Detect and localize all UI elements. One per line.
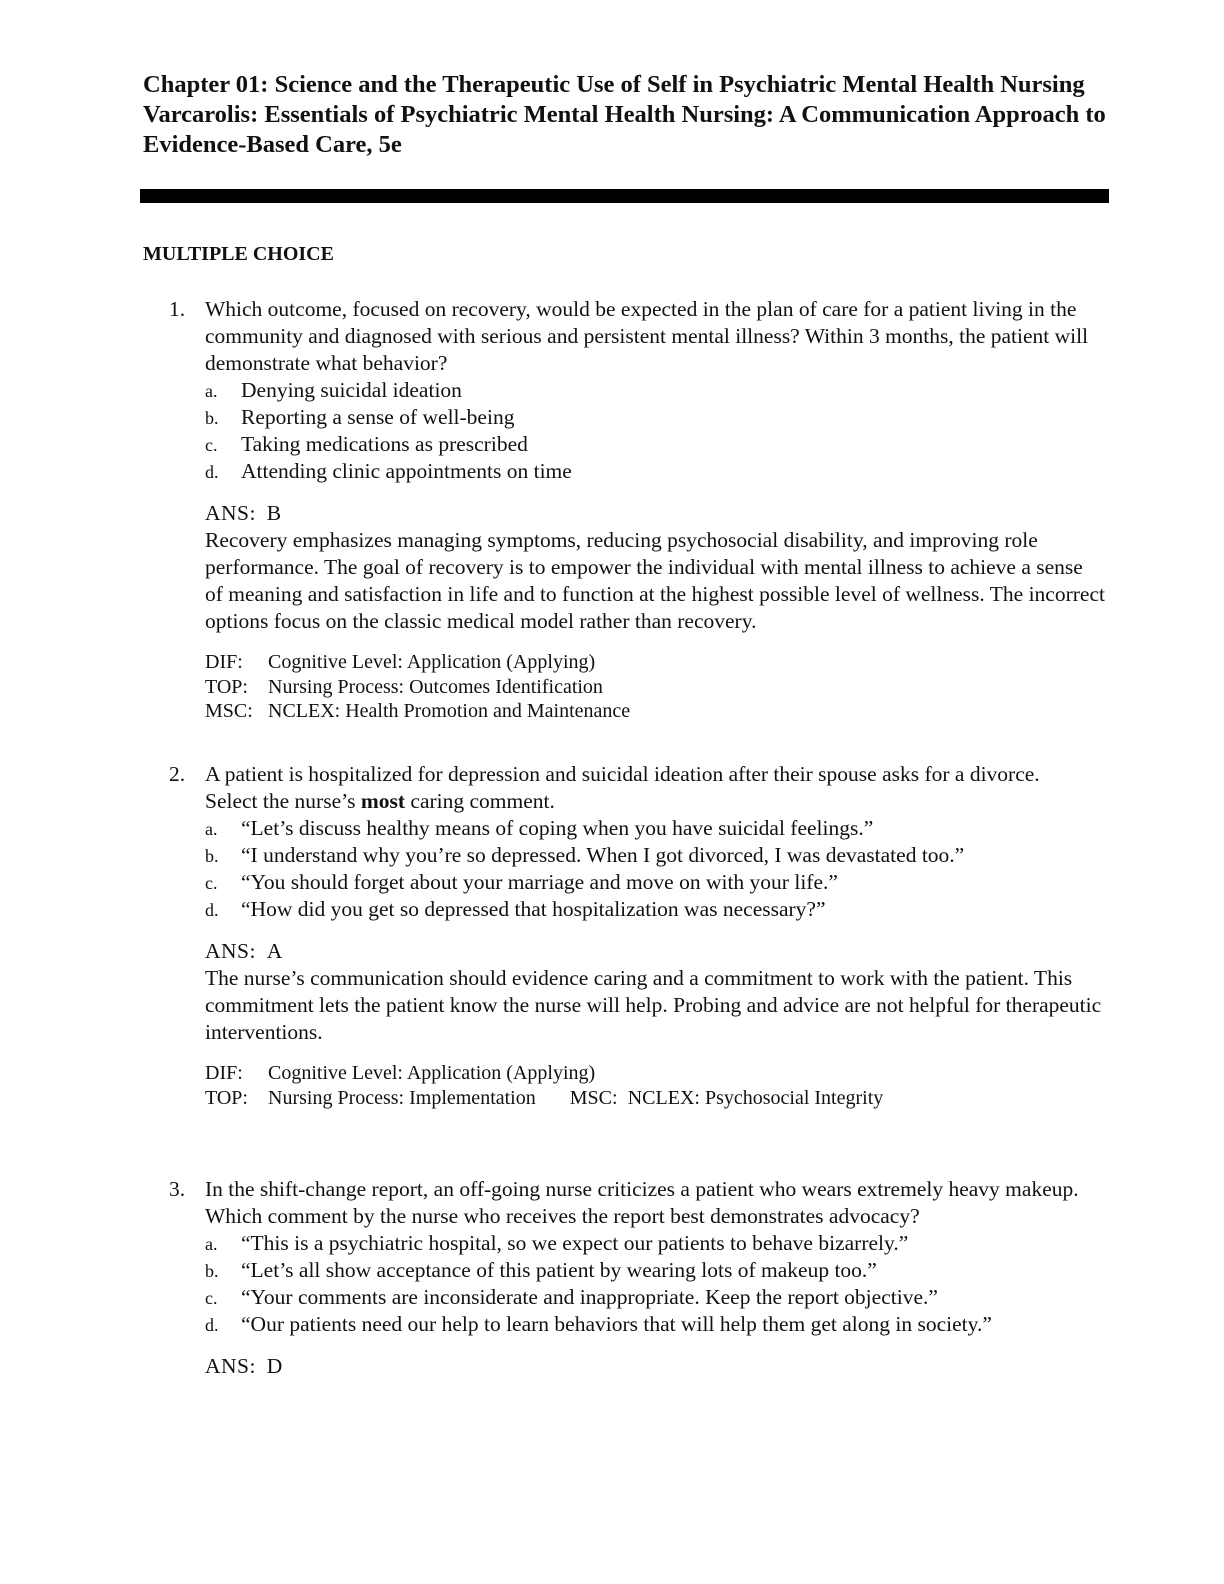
- option-list: [205, 815, 995, 923]
- option-text: “You should forget about your marriage and move on with your life.”: [241, 870, 838, 894]
- option-c: [205, 431, 1109, 458]
- msc-key: MSC:: [569, 1086, 618, 1109]
- option-text: “Our patients need our help to learn behaviors that will help them get along in society.”: [241, 1312, 992, 1336]
- option-text: “I understand why you’re so depressed. When I got divorced, I was devastated too.”: [241, 843, 965, 867]
- rationale: Recovery emphasizes managing symptoms, reducing psychosocial disability, and improving role performance. The goal of recovery is to empower the individual with mental illness to achieve a sense of meaning and satisfaction in life and to function at the highest possible level of wellness. The incorrect options focus on the classic medical model rather than recovery.: [205, 528, 1105, 633]
- option-c: [205, 869, 995, 896]
- header-rule: [140, 189, 1109, 203]
- document-header: [143, 70, 1109, 160]
- chapter-title: Chapter 01: Science and the Therapeutic Use of Self in Psychiatric Mental Health Nursing: [143, 71, 1085, 98]
- msc-value: NCLEX: Psychosocial Integrity: [627, 1086, 884, 1109]
- answer-line: [205, 1353, 1109, 1380]
- option-b: [205, 404, 1109, 431]
- option-text: “How did you get so depressed that hospitalization was necessary?”: [241, 897, 826, 921]
- option-letter: d.: [205, 900, 219, 920]
- msc-value: NCLEX: Health Promotion and Maintenance: [268, 700, 631, 722]
- metadata-msc: [205, 699, 1109, 724]
- option-c: [205, 1284, 995, 1311]
- question-number: 3.: [169, 1177, 186, 1201]
- option-text: Denying suicidal ideation: [241, 378, 462, 402]
- option-a: [205, 1230, 995, 1257]
- question-stem: Which outcome, focused on recovery, would be expected in the plan of care for a patient living in the community and diagnosed with serious and persistent mental illness? Within 3 months, the patient will demonstrate what behavior?: [205, 297, 1089, 375]
- metadata-difficulty: [205, 650, 1109, 675]
- answer-value: A: [266, 939, 283, 963]
- option-letter: a.: [205, 381, 218, 401]
- option-letter: c.: [205, 1288, 218, 1308]
- option-letter: a.: [205, 1234, 218, 1254]
- option-d: [205, 896, 995, 923]
- msc-key: MSC:: [205, 700, 253, 722]
- dif-key: DIF:: [205, 1062, 243, 1084]
- question-number: 2.: [169, 762, 186, 786]
- option-letter: a.: [205, 819, 218, 839]
- option-text: “Your comments are inconsiderate and inappropriate. Keep the report objective.”: [241, 1285, 938, 1309]
- option-d: [205, 1311, 995, 1338]
- option-letter: d.: [205, 1315, 219, 1335]
- dif-key: DIF:: [205, 651, 243, 673]
- option-d: [205, 458, 1109, 485]
- answer-value: D: [266, 1354, 283, 1378]
- answer-label: ANS:: [205, 1354, 256, 1378]
- option-letter: d.: [205, 462, 219, 482]
- stem-text: A patient is hospitalized for depression and suicidal ideation after their spouse asks for a divorce. Select the nurse’s: [205, 762, 1040, 813]
- option-text: Attending clinic appointments on time: [241, 459, 572, 483]
- answer-label: ANS:: [205, 501, 256, 525]
- dif-value: Cognitive Level: Application (Applying): [268, 651, 596, 673]
- option-letter: c.: [205, 435, 218, 455]
- option-text: “Let’s all show acceptance of this patient by wearing lots of makeup too.”: [241, 1258, 877, 1282]
- dif-value: Cognitive Level: Application (Applying): [268, 1062, 596, 1084]
- question-metadata: [205, 650, 1109, 724]
- stem-emphasis: most: [360, 789, 406, 813]
- section-title: MULTIPLE CHOICE: [143, 243, 334, 265]
- stem-text-end: caring comment.: [405, 789, 555, 813]
- answer-line: [205, 938, 1109, 965]
- question-number: 1.: [169, 297, 186, 321]
- option-b: [205, 1257, 995, 1284]
- option-text: Reporting a sense of well-being: [241, 405, 515, 429]
- option-letter: b.: [205, 1261, 219, 1281]
- option-letter: b.: [205, 846, 219, 866]
- metadata-topic-msc: [205, 1086, 1109, 1111]
- option-a: [205, 815, 995, 842]
- top-key: TOP:: [205, 1086, 248, 1109]
- option-b: [205, 842, 995, 869]
- answer-label: ANS:: [205, 939, 256, 963]
- question-stem: In the shift-change report, an off-going nurse criticizes a patient who wears extremely heavy makeup. Which comment by the nurse who receives the report best demonstrates advocacy?: [205, 1177, 1079, 1228]
- question-2: [143, 761, 1109, 1110]
- rationale: The nurse’s communication should evidence caring and a commitment to work with the patient. This commitment lets the patient know the nurse will help. Probing and advice are not helpful for therapeutic interventions.: [205, 966, 1102, 1044]
- question-stem: [205, 761, 1065, 815]
- option-a: [205, 377, 1109, 404]
- question-1: [143, 296, 1109, 724]
- question-metadata: [205, 1061, 1109, 1110]
- top-key: TOP:: [205, 675, 248, 698]
- metadata-difficulty: [205, 1061, 1109, 1086]
- answer-value: B: [266, 501, 282, 525]
- option-list: [205, 1230, 995, 1338]
- option-text: Taking medications as prescribed: [241, 432, 528, 456]
- book-title: Varcarolis: Essentials of Psychiatric Mental Health Nursing: A Communication Approach to Evidence-Based Care, 5e: [143, 101, 1106, 158]
- option-text: “This is a psychiatric hospital, so we expect our patients to behave bizarrely.”: [241, 1231, 909, 1255]
- question-3: [143, 1176, 1109, 1380]
- option-letter: b.: [205, 408, 219, 428]
- option-text: “Let’s discuss healthy means of coping when you have suicidal feelings.”: [241, 816, 874, 840]
- option-list: [205, 377, 1109, 485]
- top-value: Nursing Process: Outcomes Identification: [268, 675, 603, 698]
- top-value: Nursing Process: Implementation: [268, 1086, 536, 1109]
- answer-line: [205, 500, 1109, 527]
- option-letter: c.: [205, 873, 218, 893]
- metadata-topic: [205, 675, 1109, 700]
